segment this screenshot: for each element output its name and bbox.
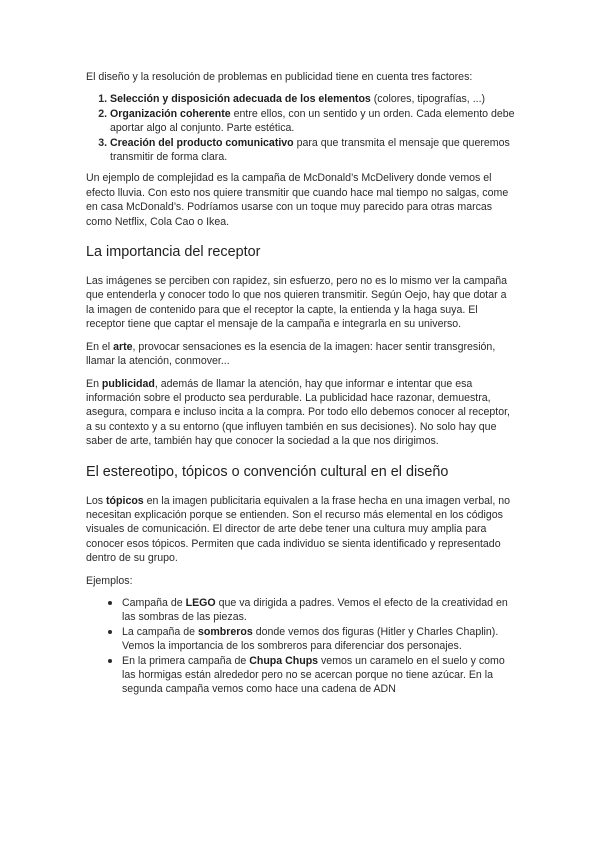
examples-label: Ejemplos:	[86, 574, 133, 587]
receptor-paragraph-arte: En el arte, provocar sensaciones es la esencia de la imagen: hacer sentir transgresión, llamar la atención, conmover...	[86, 340, 496, 368]
examples-list	[86, 596, 516, 697]
page-content	[86, 70, 516, 697]
receptor-paragraph-publicidad: En publicidad, además de llamar la atención, hay que informar e intentar que esa información sobre el producto sea perdurable. La publicidad hace razonar, demuestra, asegura, compara e incluso incita a la compra. Por todo ello debemos conocer al receptor, a su contexto y a su entorno (que influyen también en sus decisiones). No solo hay que saber de arte, también hay que conocer la sociedad a la que nos dirigimos.	[86, 377, 510, 448]
list-item: Campaña de LEGO que va dirigida a padres. Vemos el efecto de la creatividad en las sombras de las piezas.	[122, 596, 516, 625]
list-item: 1. Selección y disposición adecuada de los elementos (colores, tipografías, ...)	[110, 92, 516, 106]
list-item: En la primera campaña de Chupa Chups vemos un caramelo en el suelo y como las hormigas están alrededor pero no se acercan porque no tiene azúcar. En la segunda campaña vemos como hace una cadena de ADN	[122, 654, 516, 697]
factors-list	[86, 92, 516, 164]
example-paragraph: Un ejemplo de complejidad es la campaña de McDonald’s McDelivery donde vemos el efecto lluvia. Con esto nos quiere transmitir que cuando hace mal tiempo no salgas, come en casa McDonald’s. Podríamos usarse con un toque muy parecido para otras marcas como Netflix, Cola Cao o Ikea.	[86, 172, 509, 228]
section-heading-estereotipo: El estereotipo, tópicos o convención cultural en el diseño	[86, 463, 449, 480]
list-item: La campaña de sombreros donde vemos dos figuras (Hitler y Charles Chaplin). Vemos la importancia de los sombreros para diferenciar dos personajes.	[122, 625, 516, 654]
list-item: 3. Creación del producto comunicativo para que transmita el mensaje que queremos transmitir de forma clara.	[110, 136, 516, 165]
topicos-paragraph: Los tópicos en la imagen publicitaria equivalen a la frase hecha en una imagen verbal, no necesitan explicación porque se entienden. Son el recurso más elemental en los códigos visuales de comunicación. El director de arte debe tener una cultura muy amplia para conocer esos tópicos. Permiten que cada individuo se sienta identificado y representado dentro de su grupo.	[86, 494, 511, 565]
intro-paragraph: El diseño y la resolución de problemas en publicidad tiene en cuenta tres factores:	[86, 71, 473, 83]
receptor-paragraph-1: Las imágenes se perciben con rapidez, sin esfuerzo, pero no es lo mismo ver la campaña que entenderla y conocer todo lo que nos quieren transmitir. Según Oejo, hay que dotar a la imagen de contenido para que el receptor la capte, la entienda y la haga suya. El receptor tiene que captar el mensaje de la campaña e integrarla en su universo.	[86, 275, 508, 331]
section-heading-receptor: La importancia del receptor	[86, 244, 261, 261]
list-item: 2. Organización coherente entre ellos, con un sentido y un orden. Cada elemento debe aportar algo al conjunto. Parte estética.	[110, 107, 516, 136]
